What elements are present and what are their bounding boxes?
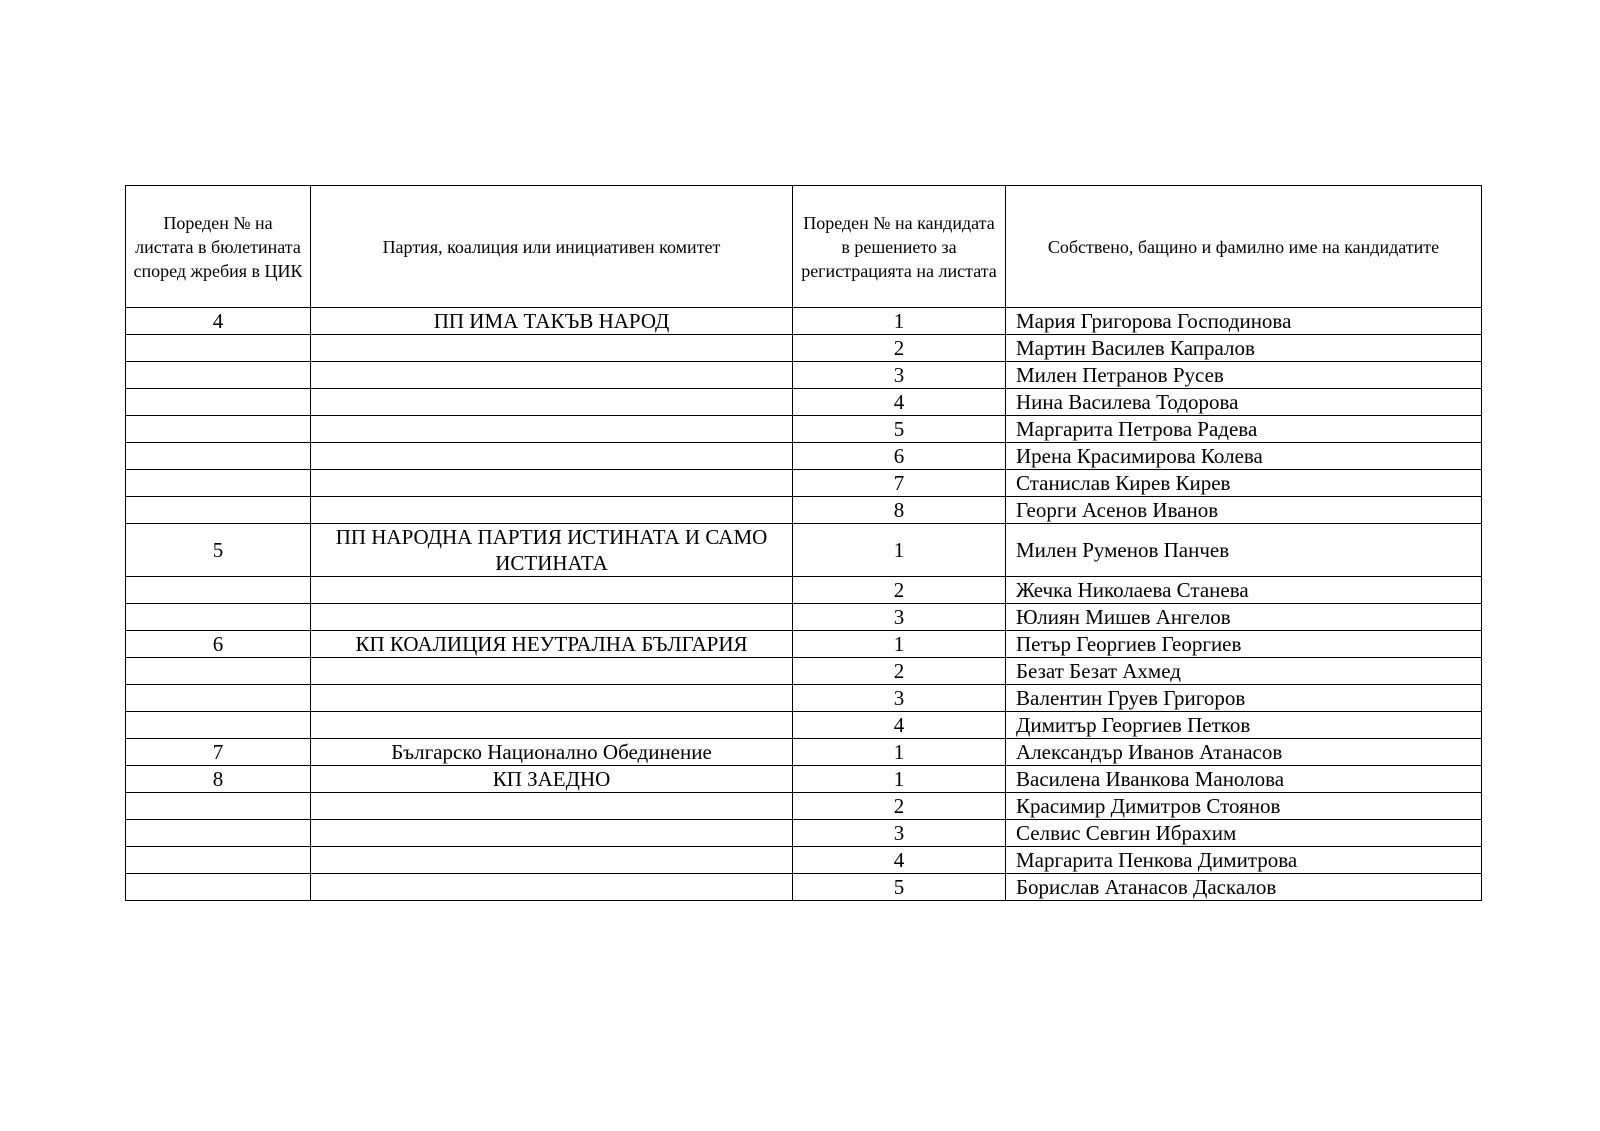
ballot-number-cell [126,793,311,820]
table-row [126,685,1482,712]
candidate-number-cell: 2 [793,658,1006,685]
header-party: Партия, коалиция или инициативен комитет [311,186,793,308]
ballot-number-cell [126,874,311,901]
party-cell [311,497,793,524]
ballot-number-cell [126,604,311,631]
party-cell [311,470,793,497]
ballot-number-cell [126,389,311,416]
party-cell [311,820,793,847]
candidate-number-cell: 4 [793,712,1006,739]
table-row [126,308,1482,335]
ballot-number-cell [126,577,311,604]
party-cell: КП ЗАЕДНО [311,766,793,793]
table-row [126,362,1482,389]
table-row [126,604,1482,631]
candidate-name-cell: Маргарита Пенкова Димитрова [1006,847,1482,874]
candidate-name-cell: Валентин Груев Григоров [1006,685,1482,712]
ballot-number-cell [126,335,311,362]
table-row [126,577,1482,604]
table-row [126,766,1482,793]
ballot-number-cell [126,847,311,874]
ballot-number-cell [126,658,311,685]
candidate-name-cell: Ирена Красимирова Колева [1006,443,1482,470]
ballot-number-cell [126,470,311,497]
party-cell: ПП НАРОДНА ПАРТИЯ ИСТИНАТА И САМО ИСТИНАТА [311,524,793,577]
table-row [126,874,1482,901]
candidate-number-cell: 1 [793,631,1006,658]
candidate-name-cell: Нина Василева Тодорова [1006,389,1482,416]
party-cell [311,793,793,820]
table-row [126,497,1482,524]
table-row [126,847,1482,874]
party-cell: Българско Национално Обединение [311,739,793,766]
table-row [126,658,1482,685]
ballot-number-cell: 8 [126,766,311,793]
candidate-number-cell: 1 [793,766,1006,793]
table-row [126,335,1482,362]
candidate-name-cell: Борислав Атанасов Даскалов [1006,874,1482,901]
candidate-number-cell: 1 [793,308,1006,335]
party-cell [311,389,793,416]
ballot-number-cell: 5 [126,524,311,577]
candidate-number-cell: 3 [793,362,1006,389]
candidates-table [125,185,1482,901]
candidate-name-cell: Александър Иванов Атанасов [1006,739,1482,766]
table-row [126,820,1482,847]
table-row [126,631,1482,658]
ballot-number-cell [126,416,311,443]
candidate-number-cell: 2 [793,793,1006,820]
table-row [126,389,1482,416]
candidate-number-cell: 4 [793,389,1006,416]
party-cell [311,416,793,443]
candidate-number-cell: 4 [793,847,1006,874]
candidate-name-cell: Милен Руменов Панчев [1006,524,1482,577]
table-row [126,470,1482,497]
party-cell [311,443,793,470]
candidate-name-cell: Мартин Василев Капралов [1006,335,1482,362]
party-cell [311,874,793,901]
party-cell [311,604,793,631]
header-candidate-number: Пореден № на кандидата в решението за регистрацията на листата [793,186,1006,308]
candidate-number-cell: 2 [793,335,1006,362]
candidate-name-cell: Красимир Димитров Стоянов [1006,793,1482,820]
candidate-name-cell: Димитър Георгиев Петков [1006,712,1482,739]
candidate-name-cell: Петър Георгиев Георгиев [1006,631,1482,658]
table-header-row [126,186,1482,308]
candidate-number-cell: 3 [793,604,1006,631]
candidate-number-cell: 3 [793,820,1006,847]
ballot-number-cell [126,362,311,389]
candidate-number-cell: 5 [793,416,1006,443]
ballot-number-cell: 6 [126,631,311,658]
table-row [126,739,1482,766]
candidate-name-cell: Маргарита Петрова Радева [1006,416,1482,443]
table-row [126,443,1482,470]
candidate-number-cell: 7 [793,470,1006,497]
header-candidate-name: Собствено, бащино и фамилно име на кандидатите [1006,186,1482,308]
candidate-name-cell: Мария Григорова Господинова [1006,308,1482,335]
candidate-number-cell: 1 [793,739,1006,766]
candidate-name-cell: Василена Иванкова Манолова [1006,766,1482,793]
party-cell: ПП ИМА ТАКЪВ НАРОД [311,308,793,335]
candidate-number-cell: 8 [793,497,1006,524]
ballot-number-cell: 4 [126,308,311,335]
candidate-number-cell: 5 [793,874,1006,901]
candidate-name-cell: Селвис Севгин Ибрахим [1006,820,1482,847]
header-ballot-number: Пореден № на листата в бюлетината според жребия в ЦИК [126,186,311,308]
ballot-number-cell [126,712,311,739]
party-cell [311,362,793,389]
candidate-name-cell: Милен Петранов Русев [1006,362,1482,389]
candidate-name-cell: Безат Безат Ахмед [1006,658,1482,685]
candidate-name-cell: Юлиян Мишев Ангелов [1006,604,1482,631]
candidate-name-cell: Станислав Кирев Кирев [1006,470,1482,497]
table-row [126,524,1482,577]
table-row [126,793,1482,820]
ballot-number-cell [126,685,311,712]
party-cell [311,658,793,685]
candidate-name-cell: Жечка Николаева Станева [1006,577,1482,604]
ballot-number-cell [126,497,311,524]
party-cell [311,577,793,604]
ballot-number-cell [126,820,311,847]
party-cell [311,847,793,874]
table-body [126,308,1482,901]
table-row [126,712,1482,739]
candidate-number-cell: 1 [793,524,1006,577]
candidate-number-cell: 3 [793,685,1006,712]
table-row [126,416,1482,443]
candidate-name-cell: Георги Асенов Иванов [1006,497,1482,524]
ballot-number-cell: 7 [126,739,311,766]
candidate-number-cell: 2 [793,577,1006,604]
party-cell: КП КОАЛИЦИЯ НЕУТРАЛНА БЪЛГАРИЯ [311,631,793,658]
candidate-number-cell: 6 [793,443,1006,470]
party-cell [311,335,793,362]
ballot-number-cell [126,443,311,470]
party-cell [311,712,793,739]
party-cell [311,685,793,712]
